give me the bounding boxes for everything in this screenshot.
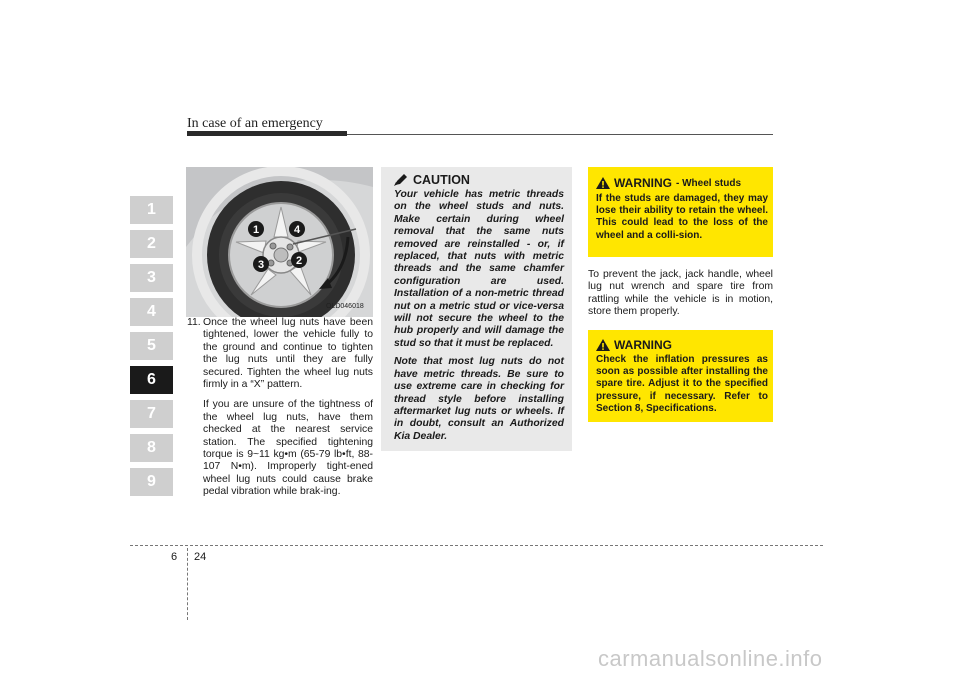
caution-box: [381, 167, 572, 451]
section-tab-3[interactable]: 3: [130, 264, 173, 292]
section-tab-9[interactable]: 9: [130, 468, 173, 496]
watermark: carmanualsonline.info: [598, 646, 823, 671]
section-tab-4[interactable]: 4: [130, 298, 173, 326]
warning-wheel-studs-box: [588, 167, 773, 257]
wheel-illustration: [186, 167, 373, 317]
warning-studs-title: WARNING: [614, 176, 672, 190]
warning-studs-heading: [596, 176, 741, 190]
page-header-title: In case of an emergency: [187, 116, 323, 131]
step-paragraph-2: If you are unsure of the tightness of the wheel lug nuts, have them checked at the nearest service station. The specified tightening torque is 9~11 kg•m (65-79 lb•ft, 88-107 N•m). Improperly tight-ened wheel lug nuts could cause brake pedal vibration while brak-ing.: [203, 399, 373, 498]
section-tab-7[interactable]: 7: [130, 400, 173, 428]
caution-paragraph-1: Your vehicle has metric threads on the wheel studs and nuts. Make certain during wheel removal that the same nuts removed are reinstalled - or, if replaced, that nuts with metric threads and the same chamfer configuration are used. Installation of a non-metric thread nut on a metric stud or vice-versa will not secure the wheel to the hub properly and will damage the stud so that it must be replaced.: [394, 189, 564, 349]
footer-divider: [130, 545, 823, 546]
header-bar: [187, 131, 347, 136]
store-items-text: To prevent the jack, jack handle, wheel lug nut wrench and spare tire from rattling while the vehicle is in motion, store them properly.: [588, 269, 773, 318]
warning-inflation-title: WARNING: [614, 338, 672, 352]
footer-vertical-divider: [187, 548, 188, 620]
lug-marker-3: 3: [257, 259, 265, 271]
caution-heading: [394, 173, 470, 187]
warning-triangle-icon: [596, 177, 610, 189]
step-paragraph-1: Once the wheel lug nuts have been tightened, lower the vehicle fully to the ground and continue to tighten the lug nuts until they are fully secured. Tighten the wheel lug nuts firmly in a “X” pattern.: [203, 317, 373, 391]
header-rule: [347, 134, 773, 135]
footer-section-number: 6: [171, 551, 178, 563]
section-tab-2[interactable]: 2: [130, 230, 173, 258]
section-tabs: [130, 196, 173, 502]
warning-inflation-heading: [596, 338, 672, 352]
warning-studs-text: If the studs are damaged, they may lose their ability to retain the wheel. This could lead to the loss of the wheel and a colli-sion.: [596, 193, 768, 241]
footer-page-number: 24: [194, 551, 207, 563]
section-tab-1[interactable]: 1: [130, 196, 173, 224]
caution-pencil-icon: [394, 174, 408, 186]
lug-marker-1: 1: [252, 224, 260, 236]
warning-inflation-box: [588, 330, 773, 422]
warning-studs-subtitle: - Wheel studs: [676, 177, 742, 189]
step-number: 11.: [187, 317, 201, 328]
figure-code: OLD046018: [326, 303, 364, 310]
warning-inflation-text: Check the inflation pressures as soon as possible after installing the spare tire. Adjust it to the specified pressure, if necessary. Refer to Section 8, Specifications.: [596, 354, 768, 414]
lug-marker-4: 4: [293, 224, 301, 236]
section-tab-5[interactable]: 5: [130, 332, 173, 360]
caution-body: [394, 189, 564, 449]
step-11: [187, 317, 373, 499]
section-tab-6-active[interactable]: 6: [130, 366, 173, 394]
caution-title: CAUTION: [413, 173, 470, 187]
wheel-drawing: [186, 167, 373, 317]
caution-paragraph-2: Note that most lug nuts do not have metric threads. Be sure to use extreme care in checking for thread style before installing aftermarket lug nuts or wheels. If in doubt, consult an Authorized Kia Dealer.: [394, 356, 564, 442]
section-tab-8[interactable]: 8: [130, 434, 173, 462]
lug-marker-2: 2: [295, 255, 303, 267]
warning-triangle-icon: [596, 339, 610, 351]
